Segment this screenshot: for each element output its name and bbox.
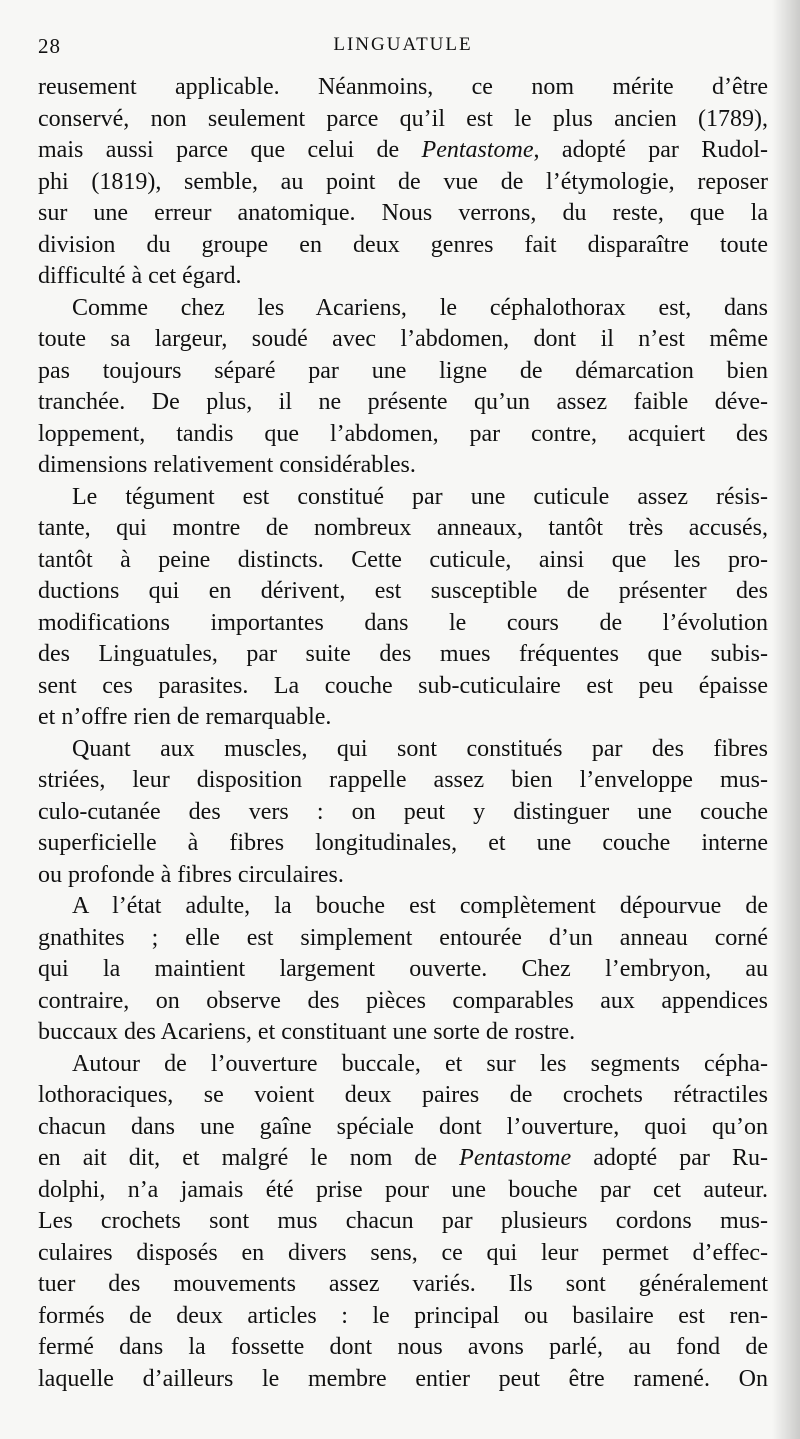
text-line: gnathites ; elle est simplement entourée d’un anneau corné — [38, 924, 768, 951]
text-line: des Linguatules, par suite des mues fréquentes que subis- — [38, 641, 768, 667]
text-line: loppement, tandis que l’abdomen, par contre, acquiert des — [38, 420, 768, 447]
text-line: ductions qui en dérivent, est susceptible de présenter des — [38, 578, 768, 604]
page-number: 28 — [38, 34, 61, 58]
text-line: Autour de l’ouverture buccale, et sur les segments cépha- — [72, 1050, 768, 1077]
text-line: dolphi, n’a jamais été prise pour une bouche par cet auteur. — [38, 1176, 768, 1203]
page-edge-shadow — [772, 0, 800, 1439]
text-line: fermé dans la fossette dont nous avons parlé, au fond de — [38, 1334, 768, 1360]
text-line: A l’état adulte, la bouche est complètement dépourvue de — [72, 893, 768, 919]
text-line: division du groupe en deux genres fait disparaître toute — [38, 231, 768, 258]
text-line: Comme chez les Acariens, le céphalothorax est, dans — [72, 294, 768, 321]
text-line: dimensions relativement considérables. — [38, 452, 416, 478]
text-line: et n’offre rien de remarquable. — [38, 704, 332, 730]
text-line: phi (1819), semble, au point de vue de l’étymologie, reposer — [38, 168, 768, 195]
text-line: tantôt à peine distincts. Cette cuticule, ainsi que les pro- — [38, 546, 768, 573]
text-line: tuer des mouvements assez variés. Ils sont généralement — [38, 1271, 768, 1297]
text-line: culaires disposés en divers sens, ce qui leur permet d’effec- — [38, 1239, 768, 1266]
text-line: qui la maintient largement ouverte. Chez l’embryon, au — [38, 956, 768, 982]
text-line: buccaux des Acariens, et constituant une sorte de rostre. — [38, 1019, 576, 1045]
running-title: LINGUATULE — [333, 34, 473, 55]
text-line: sur une erreur anatomique. Nous verrons, du reste, que la — [38, 200, 768, 226]
text-line: sent ces parasites. La couche sub-cuticulaire est peu épaisse — [38, 672, 768, 699]
text-line: formés de deux articles : le principal ou basilaire est ren- — [38, 1302, 768, 1329]
text-line: pas toujours séparé par une ligne de démarcation bien — [38, 357, 768, 384]
text-line: reusement applicable. Néanmoins, ce nom mérite d’être — [38, 74, 768, 100]
text-line: en ait dit, et malgré le nom de Pentastome adopté par Ru- — [38, 1145, 768, 1171]
text-line: conservé, non seulement parce qu’il est le plus ancien (1789), — [38, 105, 768, 132]
text-line: Les crochets sont mus chacun par plusieurs cordons mus- — [38, 1208, 768, 1234]
text-line: ou profonde à fibres circulaires. — [38, 861, 344, 888]
text-line: contraire, on observe des pièces comparables aux appendices — [38, 987, 768, 1014]
text-line: modifications importantes dans le cours de l’évolution — [38, 609, 768, 636]
text-line: Le tégument est constitué par une cuticule assez résis- — [72, 483, 768, 510]
text-line: culo-cutanée des vers : on peut y distinguer une couche — [38, 798, 768, 825]
text-line: laquelle d’ailleurs le membre entier peut être ramené. On — [38, 1365, 768, 1392]
text-line: superficielle à fibres longitudinales, et une couche interne — [38, 830, 768, 856]
text-line: Quant aux muscles, qui sont constitués par des fibres — [72, 735, 768, 762]
text-line: chacun dans une gaîne spéciale dont l’ouverture, quoi qu’on — [38, 1113, 768, 1140]
text-line: tante, qui montre de nombreux anneaux, tantôt très accusés, — [38, 515, 768, 541]
text-line: striées, leur disposition rappelle assez bien l’enveloppe mus- — [38, 767, 768, 793]
text-line: difficulté à cet égard. — [38, 263, 242, 289]
text-line: tranchée. De plus, il ne présente qu’un assez faible déve- — [38, 389, 768, 415]
page-header — [38, 34, 768, 60]
text-line: lothoraciques, se voient deux paires de crochets rétractiles — [38, 1082, 768, 1108]
text-line: toute sa largeur, soudé avec l’abdomen, dont il n’est même — [38, 326, 768, 352]
text-line: mais aussi parce que celui de Pentastome, adopté par Rudol- — [38, 137, 768, 163]
body-text — [38, 72, 768, 1395]
